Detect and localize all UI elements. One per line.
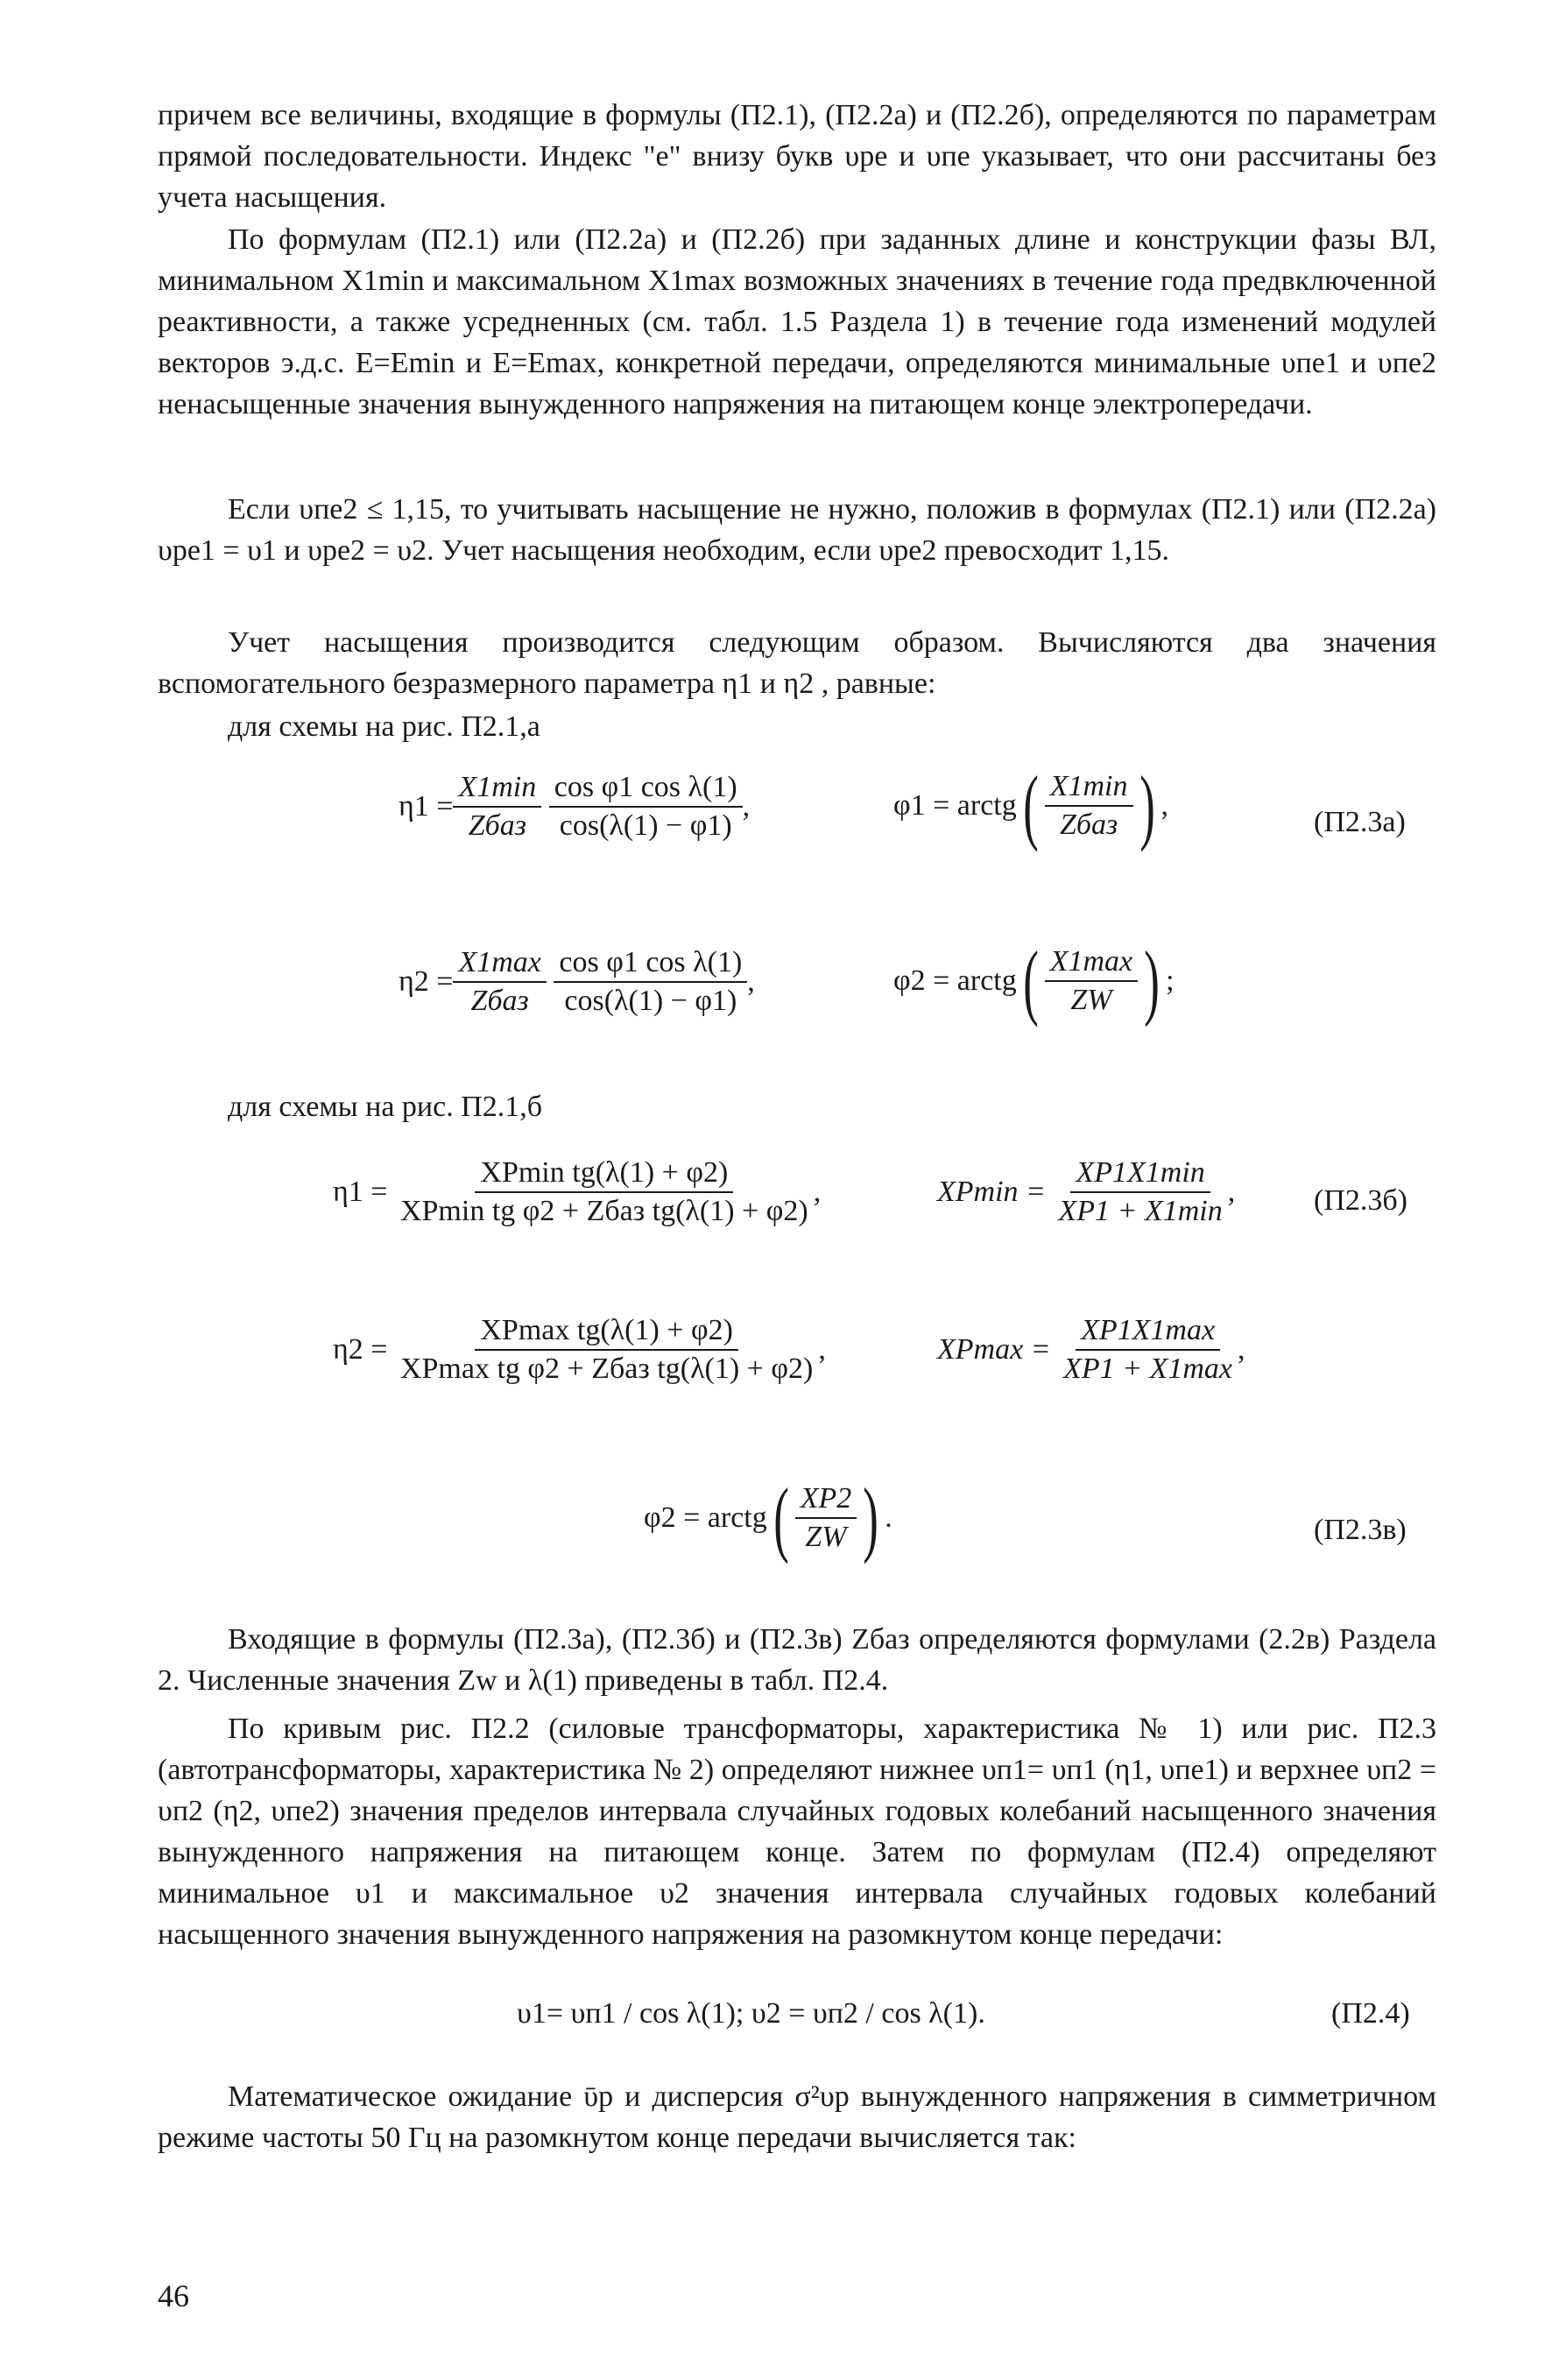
paragraph-text: для схемы на рис. П2.1,б [228, 1091, 543, 1123]
numerator: X1min [453, 771, 541, 808]
paragraph-formulas [158, 219, 1436, 425]
fraction [554, 946, 747, 1018]
fraction [395, 1156, 814, 1228]
paragraph-text: Математическое ожидание ῡр и дисперсия σ²υр вынужденного напряжения в симметричном режиме частоты 50 Гц на разомкнутом конце передачи вычисляется так: [158, 2080, 1436, 2154]
denominator: cos(λ(1) − φ1) [564, 985, 737, 1017]
equation-tag-3b: (П2.3б) [1314, 1184, 1407, 1217]
phi2-lhs: φ2 = arctg [893, 964, 1017, 997]
denominator: XP1 + X1max [1063, 1352, 1233, 1385]
equation-tag-3v: (П2.3в) [1314, 1514, 1407, 1546]
equation-eta1-a: η1 = $\frac{X1\min}{\text{Zбаз}}$ $\frac{\text{cos φ1 cos λ(1)}}{\cos(\lambda(1) - \varphi 1)}$ , [399, 771, 751, 842]
xpmax-lhs: XPmax = [937, 1333, 1051, 1366]
fraction [795, 1482, 857, 1554]
numerator: X1max [453, 946, 546, 983]
numerator: XP1X1min [1070, 1156, 1210, 1193]
eta1-lhs: η1 = [333, 1176, 388, 1208]
paragraph-text: По кривым рис. П2.2 (силовые трансформаторы, характеристика № 1) или рис. П2.3 (автотрансформаторы, характеристика № 2) определяют нижнее υп1= υп1 (η1, υпе1) и верхнее υп2 = υп2 (η2, υпе2) значения пределов интервала случайных годовых колебаний насыщенного значения вынужденного напряжения на питающем конце. Затем по формулам (П2.4) определяют минимальное υ1 и максимальное υ2 значения интервала случайных годовых колебаний насыщенного значения вынужденного напряжения на разомкнутом конце передачи: [158, 1713, 1436, 1951]
equation-eta2-b: η2 = $\frac{\text{XPmax tg(λ(1) + φ2)}}{\text{XPmax tg φ2 + Zбаз tg(λ(1) + φ2)}}$ , [333, 1314, 826, 1385]
numerator: cos φ1 cos λ(1) [549, 771, 743, 808]
paragraph-expectation [158, 2076, 1436, 2158]
caption-scheme-a [158, 706, 1436, 747]
numerator: X1max [1045, 945, 1138, 982]
paragraph-text: для схемы на рис. П2.1,а [228, 710, 540, 743]
equation-xpmax: XPmax = $\frac{XP1X1\max}{XP1 + X1\max}$ , [937, 1314, 1245, 1385]
numerator: XPmin tg(λ(1) + φ2) [475, 1156, 733, 1193]
numerator: XPmax tg(λ(1) + φ2) [475, 1314, 738, 1351]
denominator: XP1 + X1min [1058, 1195, 1223, 1227]
equation-xpmin: XPmin = $\frac{XP1X1\min}{XP1 + X1\min}$ , [937, 1156, 1236, 1227]
paragraph-saturation-method [158, 622, 1436, 704]
denominator: XPmax tg φ2 + Zбаз tg(λ(1) + φ2) [399, 1352, 814, 1385]
equation-p2-4 [517, 1997, 985, 2030]
paragraph-intro [158, 95, 1436, 218]
equation-phi2-b: φ2 = arctg ( $\frac{XP2}{ZW}$ ) . [644, 1471, 892, 1564]
paragraph-zbaz [158, 1619, 1436, 1701]
denominator: ZW [1070, 984, 1112, 1016]
denominator: Zбаз [1059, 809, 1118, 841]
denominator: Zбаз [468, 809, 526, 842]
numerator: XP1X1max [1076, 1314, 1220, 1351]
denominator: ZW [805, 1521, 847, 1553]
denominator: Zбаз [470, 985, 529, 1017]
numerator: X1min [1045, 770, 1133, 807]
phi1-lhs: φ1 = arctg [893, 789, 1017, 822]
equation-tag-4: (П2.4) [1331, 1997, 1410, 2030]
equation-eta2-a: η2 = $\frac{X1\max}{\text{Zбаз}}$ $\frac{\text{cos φ1 cos λ(1)}}{\cos(\lambda(1) - \varphi 1)}$ , [399, 946, 755, 1017]
paragraph-text: Учет насыщения производится следующим образом. Вычисляются два значения вспомогательного безразмерного параметра η1 и η2 , равные: [158, 626, 1436, 700]
equation-eta1-b: η1 = $\frac{\text{XPmin tg(λ(1) + φ2)}}{\text{XPmin tg φ2 + Zбаз tg(λ(1) + φ2)}}$ , [333, 1156, 822, 1227]
xpmin-lhs: XPmin = [937, 1176, 1046, 1208]
fraction [1045, 770, 1133, 842]
paragraph-text: Если υпе2 ≤ 1,15, то учитывать насыщение не нужно, положив в формулах (П2.1) или (П2.2а) υре1 = υ1 и υре2 = υ2. Учет насыщения необходим, если υре2 превосходит 1,15. [158, 493, 1436, 567]
paragraph-curves [158, 1708, 1436, 1955]
equation-p2-4-body: υ1= υп1 / cos λ(1); υ2 = υп2 / cos λ(1). [517, 1997, 985, 2030]
numerator: cos φ1 cos λ(1) [554, 946, 747, 983]
paragraph-saturation-condition [158, 489, 1436, 571]
paragraph-text: Входящие в формулы (П2.3а), (П2.3б) и (П2.3в) Zбаз определяются формулами (2.2в) Раздела 2. Численные значения Zw и λ(1) приведены в табл. П2.4. [158, 1623, 1436, 1697]
fraction [1053, 1156, 1227, 1228]
paragraph-text: причем все величины, входящие в формулы (П2.1), (П2.2а) и (П2.2б), определяются по параметрам прямой последовательности. Индекс "е" внизу букв υре и υпе указывает, что они рассчитаны без учета насыщения. [158, 99, 1436, 214]
eta2-lhs: η2 = [399, 965, 454, 998]
denominator: XPmin tg φ2 + Zбаз tg(λ(1) + φ2) [399, 1195, 808, 1227]
paragraph-text: По формулам (П2.1) или (П2.2а) и (П2.2б) при заданных длине и конструкции фазы ВЛ, минимальном X1min и максимальном X1max возможных значениях в течение года предвключенной реактивности, а также усредненных (см. табл. 1.5 Раздела 1) в течение года изменений модулей векторов э.д.с. E=Emin и E=Emax, конкретной передачи, определяются минимальные υпе1 и υпе2 ненасыщенные значения вынужденного напряжения на питающем конце электропередачи. [158, 223, 1436, 420]
fraction [1045, 945, 1138, 1017]
fraction [549, 771, 743, 843]
numerator: XP2 [795, 1482, 857, 1519]
caption-scheme-b [158, 1086, 1436, 1127]
equation-phi2-a: φ2 = arctg ( $\frac{X1\max}{ZW}$ ) ; [893, 934, 1175, 1028]
fraction [453, 771, 541, 843]
fraction [1058, 1314, 1238, 1386]
fraction [453, 946, 546, 1018]
phi2-lhs: φ2 = arctg [644, 1501, 767, 1534]
equation-tag-3a: (П2.3а) [1314, 806, 1406, 838]
eta1-lhs: η1 = [399, 790, 454, 823]
page-number: 46 [158, 2278, 189, 2313]
denominator: cos(λ(1) − φ1) [559, 809, 732, 842]
eta2-lhs: η2 = [333, 1333, 388, 1366]
equation-phi1: φ1 = arctg ( $\frac{X1\min}{\text{Zбаз}}$ ) , [893, 759, 1168, 852]
fraction [395, 1314, 818, 1386]
